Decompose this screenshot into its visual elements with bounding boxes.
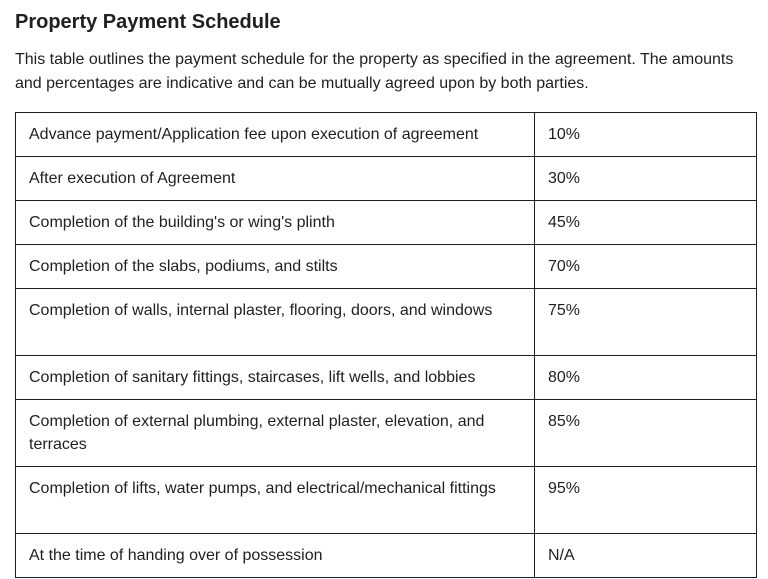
page-title: Property Payment Schedule (15, 11, 281, 33)
stage-cell: Completion of the building's or wing's plinth (16, 201, 535, 245)
percentage-cell: 80% (535, 356, 757, 400)
payment-schedule-table (15, 112, 757, 578)
table-row (16, 157, 757, 201)
percentage-cell: 30% (535, 157, 757, 201)
stage-cell: Advance payment/Application fee upon execution of agreement (16, 113, 535, 157)
stage-cell: Completion of the slabs, podiums, and stilts (16, 245, 535, 289)
table-row (16, 245, 757, 289)
stage-cell: After execution of Agreement (16, 157, 535, 201)
percentage-cell: 45% (535, 201, 757, 245)
stage-cell: Completion of lifts, water pumps, and electrical/mechanical fittings (16, 467, 535, 534)
table-row (16, 400, 757, 467)
percentage-cell: 75% (535, 289, 757, 356)
stage-cell: At the time of handing over of possession (16, 534, 535, 578)
percentage-cell: 95% (535, 467, 757, 534)
table-row (16, 356, 757, 400)
stage-cell: Completion of sanitary fittings, staircases, lift wells, and lobbies (16, 356, 535, 400)
stage-cell: Completion of external plumbing, external plaster, elevation, and terraces (16, 400, 535, 467)
table-row (16, 201, 757, 245)
percentage-cell: 10% (535, 113, 757, 157)
table-row (16, 113, 757, 157)
percentage-cell: 70% (535, 245, 757, 289)
stage-cell: Completion of walls, internal plaster, flooring, doors, and windows (16, 289, 535, 356)
table-row (16, 289, 757, 356)
table-row (16, 467, 757, 534)
table-row (16, 534, 757, 578)
percentage-cell: 85% (535, 400, 757, 467)
percentage-cell: N/A (535, 534, 757, 578)
intro-paragraph: This table outlines the payment schedule for the property as specified in the agreement. The amounts and percentages are indicative and can be mutually agreed upon by both parties. (15, 51, 734, 92)
